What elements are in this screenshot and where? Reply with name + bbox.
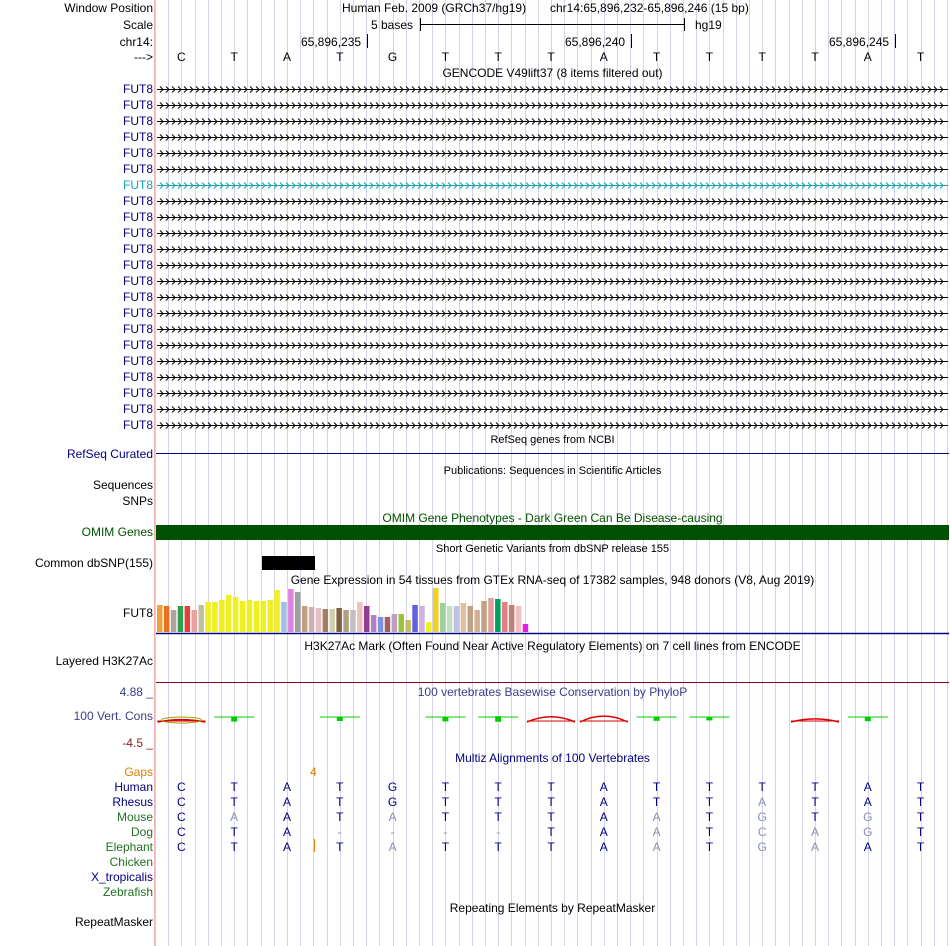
reference-base: A [599,50,608,64]
gaps-label[interactable]: Gaps [124,765,153,779]
gencode-gene-label[interactable]: FUT8 [123,354,153,368]
alignment-base: A [863,795,872,809]
reference-base: G [387,50,398,64]
alignment-base: A [863,780,872,794]
species-label[interactable]: Rhesus [112,795,153,809]
alignment-base: T [494,840,502,854]
alignment-base: T [336,780,344,794]
alignment-base: A [282,795,291,809]
species-label[interactable]: Elephant [105,840,153,854]
alignment-base: T [494,780,502,794]
scale-text: 5 bases [371,18,414,32]
alignment-base: A [230,810,239,824]
alignment-base: T [652,780,661,794]
assembly-text: Human Feb. 2009 (GRCh37/hg19) [342,1,527,15]
ruler-tick-1: 65,896,235 [301,35,362,49]
alignment-base: G [387,780,398,794]
gencode-gene-label[interactable]: FUT8 [123,82,153,96]
alignment-base: C [177,810,186,824]
phylop-min: -4.5 _ [122,736,153,750]
alignment-base: A [599,810,608,824]
species-label[interactable]: Mouse [116,810,153,824]
gencode-gene-label[interactable]: FUT8 [123,146,153,160]
alignment-base: G [757,840,767,854]
gencode-gene-label[interactable]: FUT8 [123,162,153,176]
alignment-base: T [705,810,714,824]
alignment-base: T [441,840,450,854]
refseq-label[interactable]: RefSeq Curated [66,447,153,461]
alignment-base: T [547,780,555,794]
alignment-base: T [758,780,766,794]
alignment-base: T [494,810,502,824]
alignment-base: C [177,780,186,794]
alignment-base: T [705,795,714,809]
alignment-base: T [230,840,238,854]
gencode-track-title: GENCODE V49lift37 (8 items filtered out) [442,66,663,80]
gencode-gene-label[interactable]: FUT8 [123,210,153,224]
gencode-gene-label[interactable]: FUT8 [123,258,153,272]
ruler-tick-2: 65,896,240 [565,35,626,49]
alignment-base: T [230,825,238,839]
alignment-base: A [599,795,608,809]
gencode-gene-label[interactable]: FUT8 [123,338,153,352]
alignment-base: T [652,795,661,809]
gencode-gene-label[interactable]: FUT8 [123,226,153,240]
alignment-base: T [705,780,714,794]
alignment-base: A [758,795,767,809]
alignment-base: C [177,825,186,839]
alignment-base: - [337,825,342,839]
alignment-base: T [705,840,714,854]
alignment-base: A [599,780,608,794]
gencode-gene-label[interactable]: FUT8 [123,130,153,144]
refseq-track-title: RefSeq genes from NCBI [490,434,615,446]
alignment-base: T [336,795,344,809]
gencode-gene-label[interactable]: FUT8 [123,306,153,320]
gencode-gene-label[interactable]: FUT8 [123,386,153,400]
reference-base: T [758,50,766,64]
alignment-base: G [863,825,873,839]
alignment-base: G [757,810,767,824]
alignment-base: - [390,825,395,839]
alignment-base: T [811,795,819,809]
alignment-base: T [230,780,238,794]
phylop-negative-arc [791,719,839,722]
species-label[interactable]: Zebrafish [102,885,153,899]
reference-base: T [916,50,925,64]
h3k27ac-track-title: H3K27Ac Mark (Often Found Near Active Regulatory Elements) on 7 cell lines from ENCODE [304,639,801,653]
species-label[interactable]: Human [114,780,153,794]
alignment-base: T [811,810,819,824]
alignment-base: C [177,840,186,854]
alignment-base: T [916,780,925,794]
species-label[interactable]: Dog [130,825,153,839]
dbsnp-label[interactable]: Common dbSNP(155) [34,556,153,570]
alignment-base: T [547,795,555,809]
ruler-tick-3: 65,896,245 [829,35,890,49]
h3k27ac-label[interactable]: Layered H3K27Ac [55,654,153,668]
gap-number: 4 [310,765,317,779]
omim-label[interactable]: OMIM Genes [81,525,153,539]
scale-db: hg19 [695,18,722,32]
alignment-base: A [652,810,661,824]
reference-base: T [705,50,714,64]
alignment-base: A [388,840,397,854]
alignment-base: G [387,795,398,809]
alignment-base: A [282,810,291,824]
phylop-score-mark [337,717,343,721]
alignment-base: A [652,840,661,854]
omim-track-title: OMIM Gene Phenotypes - Dark Green Can Be Disease-causing [382,511,723,525]
alignment-base: T [547,840,555,854]
reference-base: A [863,50,872,64]
alignment-base: A [810,825,819,839]
alignment-base: - [443,825,448,839]
gencode-gene-label[interactable]: FUT8 [123,242,153,256]
reference-base: T [494,50,502,64]
alignment-base: T [916,840,925,854]
alignment-base: A [599,825,608,839]
alignment-base: T [811,780,819,794]
gtex-track-title: Gene Expression in 54 tissues from GTEx RNA-seq of 17382 samples, 948 donors (V8, Aug 2019) [290,573,815,587]
gencode-gene-label[interactable]: FUT8 [123,290,153,304]
gencode-gene-label[interactable]: FUT8 [123,274,153,288]
alignment-base: T [336,840,344,854]
alignment-base: G [863,810,873,824]
gencode-gene-label[interactable]: FUT8 [123,194,153,208]
alignment-base: T [547,810,555,824]
alignment-base: T [441,780,450,794]
reference-base: T [441,50,450,64]
publications-sequences-label[interactable]: Sequences [92,478,153,492]
scale-label: Scale [122,18,153,32]
alignment-base: T [916,825,925,839]
dbsnp-track-title: Short Genetic Variants from dbSNP release 155 [435,543,670,555]
gencode-gene-label[interactable]: FUT8 [123,370,153,384]
gencode-gene-label[interactable]: FUT8 [123,402,153,416]
multiz-track-title: Multiz Alignments of 100 Vertebrates [455,751,650,765]
alignment-base: A [282,780,291,794]
alignment-base: T [336,810,344,824]
reference-base: T [230,50,238,64]
repeatmasker-track-title: Repeating Elements by RepeatMasker [449,901,656,915]
phylop-score-mark [654,717,660,721]
publications-snps-label[interactable]: SNPs [122,494,153,508]
gencode-gene-label[interactable]: FUT8 [123,418,153,432]
alignment-base: T [494,795,502,809]
species-label[interactable]: Chicken [109,855,153,869]
phylop-max: 4.88 _ [119,685,153,699]
elephant-insertion-mark [314,839,315,852]
position-text: chr14:65,896,232-65,896,246 (15 bp) [550,1,749,15]
gencode-gene-label[interactable]: FUT8 [123,114,153,128]
window-position-label: Window Position [64,1,153,15]
reference-base: T [547,50,555,64]
alignment-base: A [282,825,291,839]
gencode-gene-label[interactable]: FUT8 [123,178,153,192]
repeatmasker-label[interactable]: RepeatMasker [74,915,153,929]
alignment-base: T [705,825,714,839]
alignment-base: T [230,795,238,809]
reference-base: A [282,50,291,64]
reference-base: C [177,50,186,64]
reference-base: T [811,50,819,64]
alignment-base: T [547,825,555,839]
alignment-base: A [810,840,819,854]
publications-track-title: Publications: Sequences in Scientific Articles [443,465,662,477]
phylop-label[interactable]: 100 Vert. Cons [73,709,153,723]
strand-label: ---> [134,50,153,64]
alignment-base: - [496,825,501,839]
reference-base: T [652,50,661,64]
phylop-score-mark [706,718,712,721]
alignment-base: A [388,810,397,824]
alignment-base: C [757,825,767,839]
gtex-label[interactable]: FUT8 [123,606,153,620]
alignment-base: A [652,825,661,839]
alignment-base: C [177,795,186,809]
alignment-base: T [441,795,450,809]
alignment-base: A [282,840,291,854]
alignment-base: A [863,840,872,854]
species-label[interactable]: X_tropicalis [90,870,153,884]
gencode-gene-label[interactable]: FUT8 [123,322,153,336]
label-divider [154,0,155,946]
alignment-base: T [916,795,925,809]
alignment-base: A [599,840,608,854]
alignment-base: T [916,810,925,824]
reference-base: T [336,50,344,64]
phylop-track-title: 100 vertebrates Basewise Conservation by PhyloP [417,685,688,699]
gencode-gene-label[interactable]: FUT8 [123,98,153,112]
alignment-base: T [441,810,450,824]
chrom-label: chr14: [119,35,153,49]
